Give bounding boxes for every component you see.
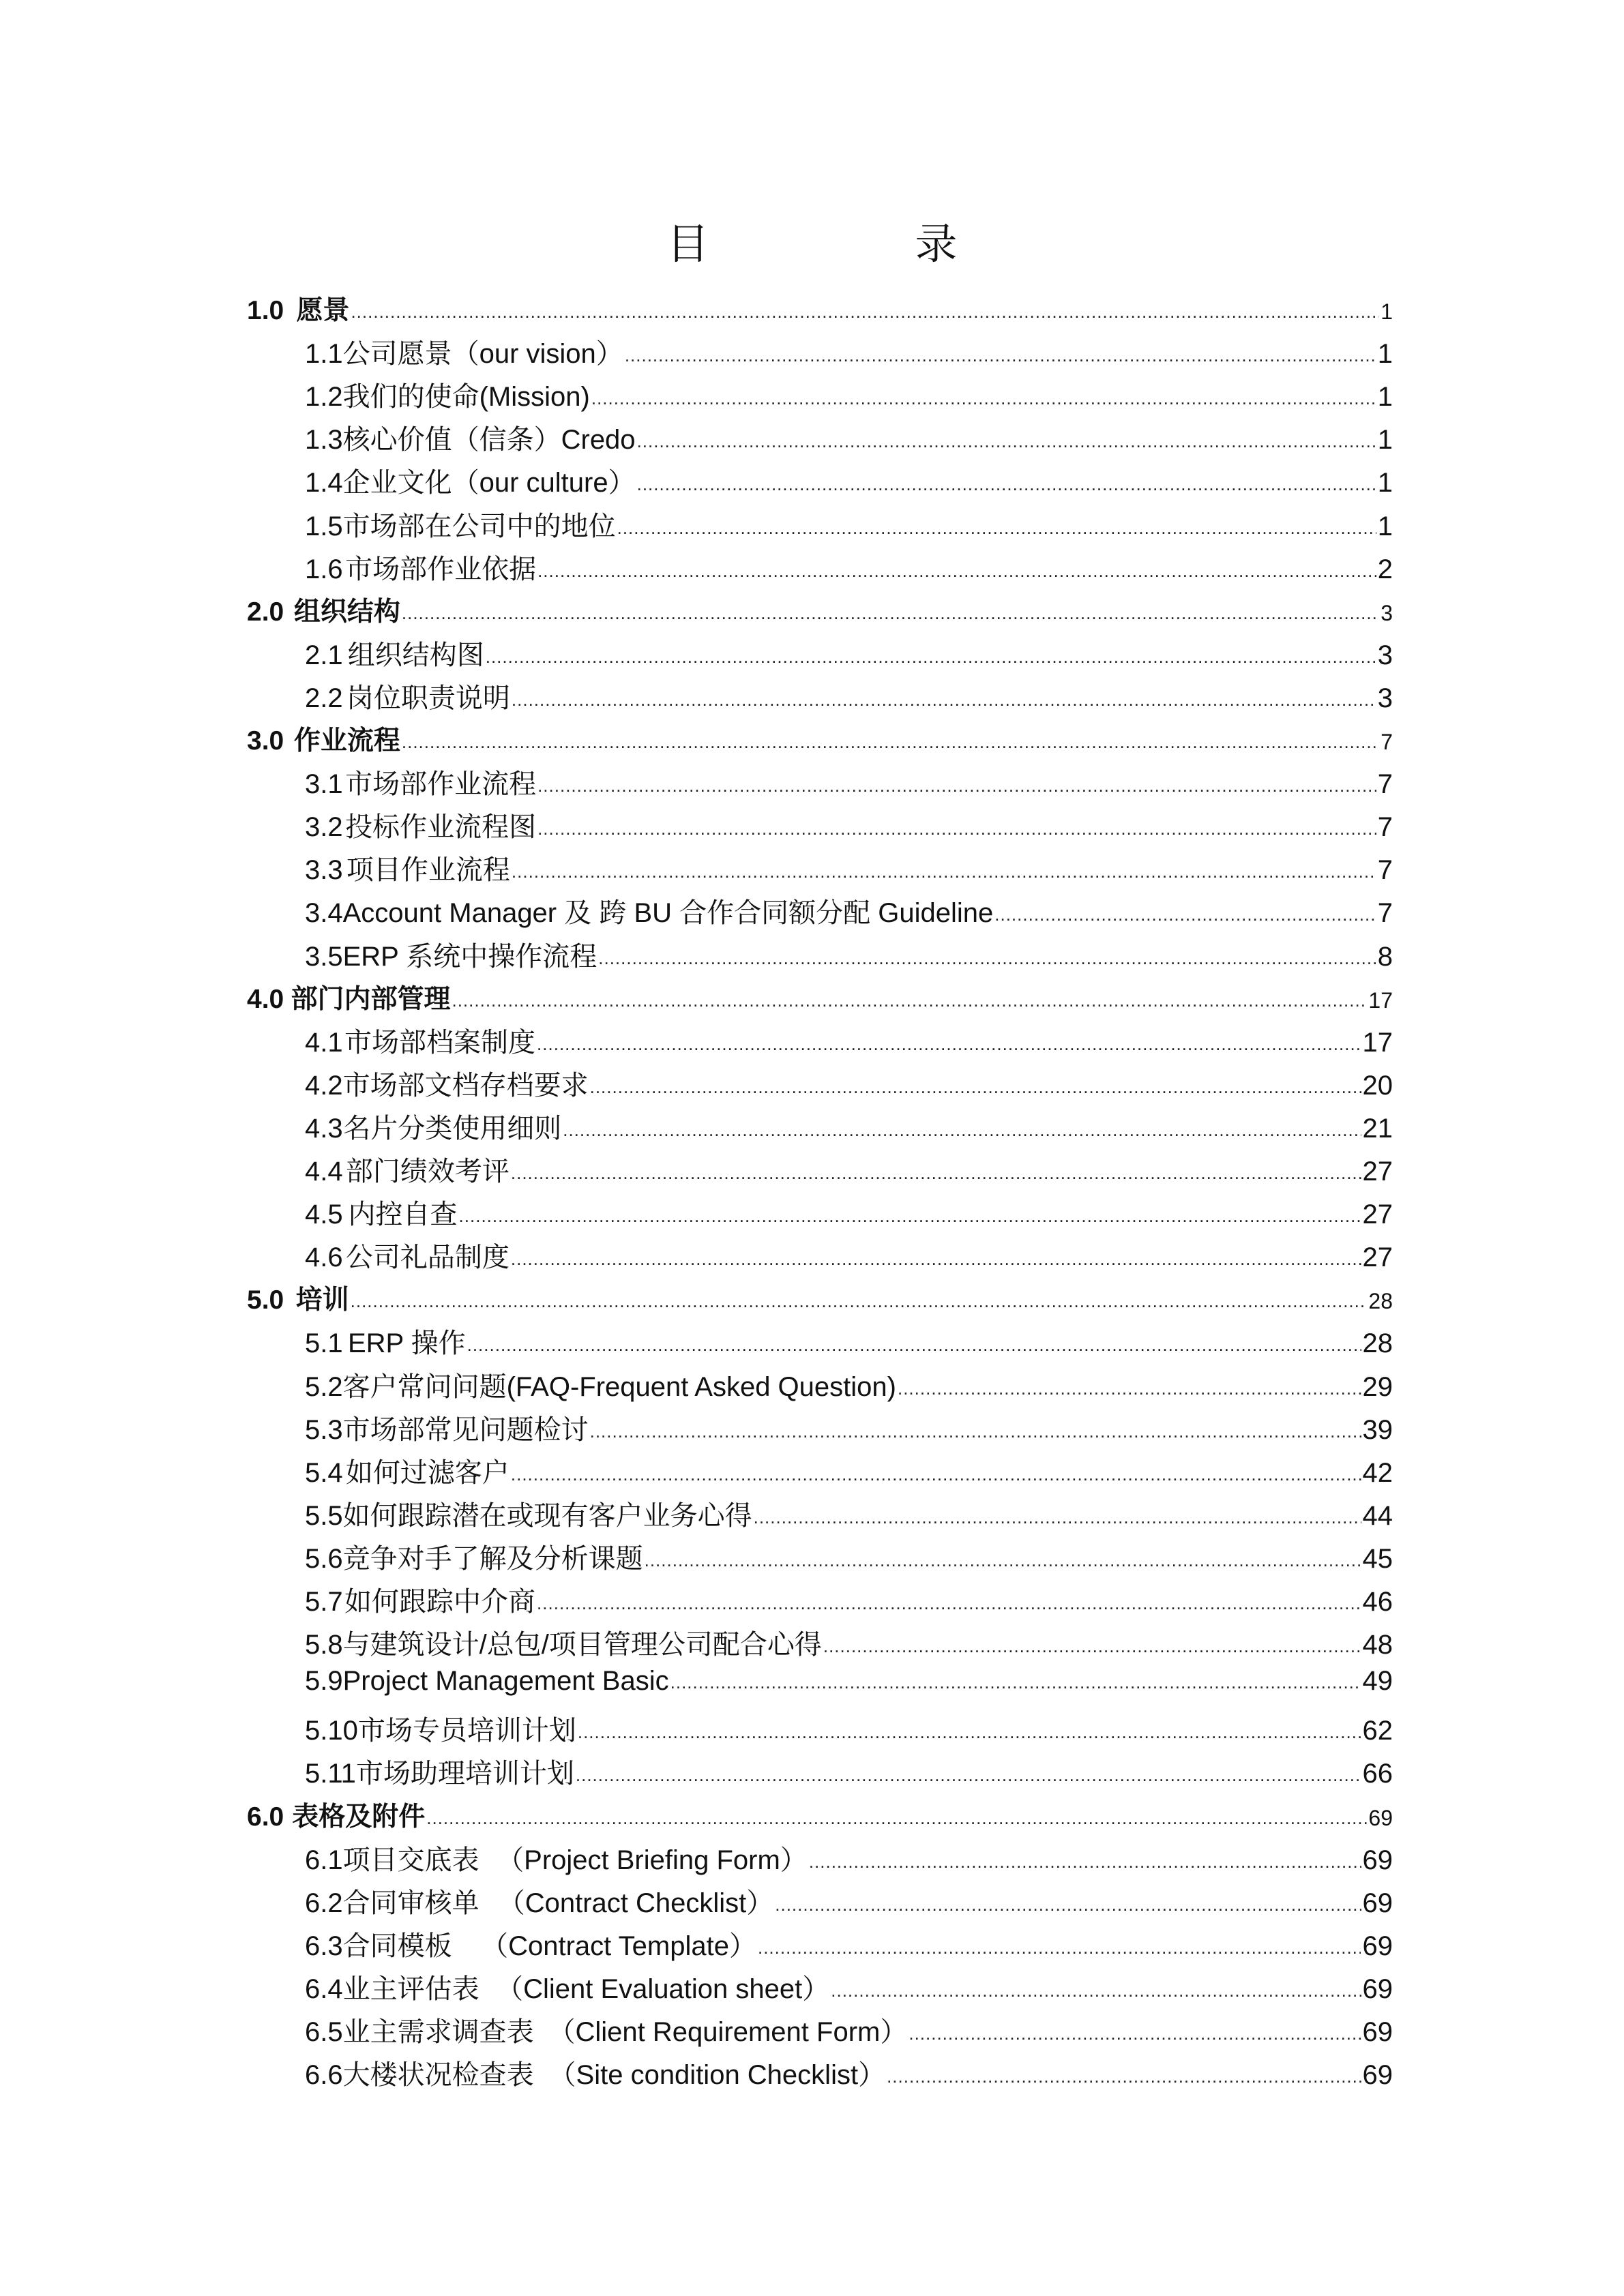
toc-entry-title: 企业文化（our culture）: [342, 468, 636, 498]
toc-page-number: 28: [1368, 1289, 1393, 1314]
toc-subsection-entry[interactable]: [305, 1666, 1393, 1697]
toc-dot-leader: [637, 423, 1376, 454]
toc-entry-title: 业主需求调查表: [342, 2017, 534, 2047]
toc-entry-number: 4.4: [305, 1157, 343, 1187]
toc-page-number: 1: [1377, 339, 1393, 370]
toc-entry-english-title: （Client Requirement Form）: [548, 2017, 908, 2047]
toc-subsection-entry[interactable]: [305, 1193, 1393, 1232]
toc-page-number: 7: [1381, 730, 1393, 754]
toc-entry-number: 5.2: [305, 1371, 343, 1402]
toc-dot-leader: [537, 1026, 1361, 1057]
toc-entry-title: 市场部常见问题检讨: [342, 1414, 589, 1445]
toc-page-number: 62: [1362, 1716, 1393, 1746]
toc-entry-title: 公司礼品制度: [345, 1242, 510, 1273]
toc-dot-leader: [576, 1757, 1361, 1788]
toc-entry-number: 2.2: [305, 683, 343, 713]
toc-entry-number: 5.9: [305, 1666, 343, 1697]
toc-dot-leader: [823, 1628, 1361, 1659]
toc-dot-leader: [511, 1155, 1361, 1186]
toc-entry-english-title: （Contract Checklist）: [497, 1888, 774, 1918]
toc-subsection-entry[interactable]: [305, 1580, 1393, 1619]
toc-dot-leader: [402, 596, 1379, 626]
toc-entry-title: 核心价值（信条）Credo: [342, 425, 636, 456]
toc-page-number: 7: [1377, 769, 1393, 800]
toc-entry-number: 5.4: [305, 1457, 343, 1488]
toc-subsection-entry[interactable]: [305, 891, 1393, 930]
toc-page-number: 45: [1362, 1543, 1393, 1574]
toc-dot-leader: [645, 1542, 1361, 1573]
toc-entry-number: 6.0: [247, 1802, 284, 1832]
toc-page-number: 27: [1362, 1242, 1393, 1273]
toc-entry-title: Account Manager 及 跨 BU 合作合同额分配 Guideline: [342, 898, 994, 929]
toc-entry-number: 5.11: [305, 1759, 356, 1789]
toc-page-number: 2: [1377, 554, 1393, 584]
toc-page-number: 69: [1362, 2017, 1393, 2047]
toc-subsection-entry[interactable]: [305, 1107, 1393, 1146]
toc-entry-title: 市场部文档存档要求: [342, 1070, 589, 1101]
toc-section-entry[interactable]: [247, 719, 1393, 758]
toc-subsection-entry[interactable]: [305, 633, 1393, 672]
toc-subsection-entry[interactable]: [305, 1322, 1393, 1360]
toc-entry-number: 6.4: [305, 1973, 343, 2004]
toc-page-number: 3: [1381, 600, 1393, 625]
toc-dot-leader: [426, 1801, 1367, 1831]
toc-page-number: 3: [1377, 640, 1393, 670]
toc-entry-title: 客户常问问题(FAQ-Frequent Asked Question): [342, 1371, 896, 1402]
toc-page-number: 1: [1377, 382, 1393, 413]
toc-entry-title: 作业流程: [293, 726, 400, 756]
toc-dot-leader: [898, 1371, 1361, 1401]
toc-page-number: 49: [1362, 1666, 1393, 1697]
toc-entry-number: 5.6: [305, 1543, 343, 1574]
toc-entry-title: Project Management Basic: [342, 1666, 669, 1697]
toc-dot-leader: [537, 811, 1376, 841]
toc-entry-number: 6.5: [305, 2017, 343, 2047]
toc-entry-title: 愿景: [296, 296, 350, 325]
toc-page-number: 39: [1362, 1414, 1393, 1445]
toc-dot-leader: [511, 1241, 1361, 1272]
toc-entry-number: 5.1: [305, 1328, 343, 1359]
toc-entry-title: 市场专员培训计划: [357, 1716, 576, 1746]
toc-dot-leader: [590, 1069, 1361, 1100]
toc-entry-number: 4.2: [305, 1070, 343, 1101]
toc-page-number: 69: [1362, 1845, 1393, 1875]
toc-dot-leader: [754, 1500, 1361, 1530]
toc-entry-number: 3.0: [247, 726, 284, 756]
toc-entry-title: 如何过滤客户: [345, 1457, 510, 1488]
toc-subsection-entry[interactable]: [305, 1236, 1393, 1274]
toc-subsection-entry[interactable]: [305, 762, 1393, 801]
toc-entry-title: 项目作业流程: [346, 855, 510, 886]
toc-entry-title: 合同模板: [342, 1930, 452, 1961]
toc-entry-number: 3.2: [305, 812, 343, 843]
toc-dot-leader: [578, 1714, 1361, 1745]
toc-entry-number: 1.5: [305, 511, 343, 541]
toc-entry-number: 4.5: [305, 1199, 343, 1230]
toc-entry-title: 项目交底表: [342, 1845, 479, 1875]
toc-entry-number: 6.1: [305, 1845, 343, 1875]
toc-entry-number: 6.6: [305, 2060, 343, 2091]
toc-dot-leader: [459, 1198, 1361, 1229]
toc-page-number: 69: [1362, 2060, 1393, 2091]
toc-subsection-entry[interactable]: [305, 848, 1393, 887]
toc-entry-number: 4.3: [305, 1113, 343, 1144]
toc-page-number: 7: [1377, 812, 1393, 843]
toc-entry-title: 名片分类使用细则: [343, 1113, 562, 1144]
toc-section-entry[interactable]: [247, 591, 1393, 629]
toc-dot-leader: [351, 1284, 1368, 1314]
toc-subsection-entry[interactable]: [305, 2053, 1393, 2092]
toc-entry-english-title: （Client Evaluation sheet）: [496, 1973, 830, 2004]
toc-entry-number: 1.2: [305, 382, 343, 413]
toc-entry-title: 合同审核单: [342, 1888, 479, 1918]
toc-page-number: 27: [1362, 1199, 1393, 1230]
toc-dot-leader: [775, 1887, 1361, 1918]
toc-entry-number: 1.6: [305, 554, 343, 584]
toc-entry-number: 6.2: [305, 1888, 343, 1918]
toc-entry-number: 4.0: [247, 984, 284, 1014]
toc-entry-number: 1.1: [305, 339, 343, 370]
toc-page-number: 44: [1362, 1500, 1393, 1531]
toc-page-number: 20: [1362, 1070, 1393, 1101]
toc-page-number: 8: [1377, 941, 1393, 972]
toc-dot-leader: [537, 768, 1376, 799]
toc-entry-title: 如何跟踪潜在或现有客户业务心得: [342, 1500, 752, 1531]
toc-dot-leader: [467, 1327, 1361, 1358]
toc-entry-title: 我们的使命(Mission): [342, 382, 590, 413]
toc-entry-title: 公司愿景（our vision）: [342, 339, 623, 370]
toc-subsection-entry[interactable]: [305, 1494, 1393, 1533]
toc-subsection-entry[interactable]: [305, 1623, 1393, 1662]
toc-entry-title: 组织结构图: [347, 640, 484, 670]
toc-page-number: 42: [1362, 1457, 1393, 1488]
toc-subsection-entry[interactable]: [305, 1064, 1393, 1103]
toc-page-number: 28: [1362, 1328, 1393, 1359]
toc-section-entry[interactable]: [247, 289, 1393, 327]
toc-section-entry[interactable]: [247, 1795, 1393, 1834]
toc-entry-number: 4.6: [305, 1242, 343, 1273]
toc-page-number: 17: [1368, 987, 1393, 1013]
toc-dot-leader: [670, 1665, 1361, 1695]
toc-dot-leader: [486, 639, 1376, 670]
toc-subsection-entry[interactable]: [305, 1752, 1393, 1791]
toc-entry-title: 市场部作业流程: [345, 769, 537, 800]
toc-page-number: 7: [1377, 855, 1393, 886]
toc-entry-title: 岗位职责说明: [346, 683, 510, 713]
toc-entry-title: 培训: [295, 1285, 349, 1315]
toc-entry-title: 业主评估表: [342, 1973, 479, 2004]
toc-dot-leader: [598, 940, 1376, 971]
toc-entry-number: 1.0: [247, 296, 284, 325]
toc-page-number: 7: [1377, 898, 1393, 929]
toc-page-number: 69: [1362, 1888, 1393, 1918]
toc-entry-number: 5.0: [247, 1285, 284, 1315]
toc-dot-leader: [563, 1112, 1361, 1143]
toc-dot-leader: [452, 983, 1367, 1013]
toc-entry-number: 3.4: [305, 898, 343, 929]
toc-entry-title: 投标作业流程图: [345, 812, 537, 843]
toc-entry-number: 5.10: [305, 1716, 358, 1746]
toc-subsection-entry[interactable]: [305, 1451, 1393, 1490]
toc-subsection-entry[interactable]: [305, 548, 1393, 586]
toc-dot-leader: [758, 1930, 1361, 1960]
toc-subsection-entry[interactable]: [305, 1838, 1393, 1877]
toc-entry-title: 市场部档案制度: [344, 1027, 536, 1058]
toc-entry-english-title: （Contract Template）: [481, 1930, 756, 1961]
toc-subsection-entry[interactable]: [305, 1881, 1393, 1920]
toc-entry-number: 3.1: [305, 769, 343, 800]
toc-entry-english-title: （Project Briefing Form）: [497, 1845, 808, 1875]
toc-entry-number: 5.5: [305, 1500, 343, 1531]
toc-entry-title: 市场部在公司中的地位: [342, 511, 616, 541]
toc-entry-title: 与建筑设计/总包/项目管理公司配合心得: [342, 1630, 822, 1660]
toc-subsection-entry[interactable]: [305, 1150, 1393, 1189]
toc-dot-leader: [537, 553, 1376, 584]
toc-entry-title: 如何跟踪中介商: [344, 1587, 536, 1617]
toc-page-number: 27: [1362, 1157, 1393, 1187]
toc-entry-title: 市场助理培训计划: [355, 1759, 574, 1789]
toc-entry-number: 5.7: [305, 1587, 343, 1617]
toc-dot-leader: [511, 1457, 1361, 1487]
toc-subsection-entry[interactable]: [305, 1967, 1393, 2006]
toc-entry-english-title: （Site condition Checklist）: [548, 2060, 886, 2091]
toc-subsection-entry[interactable]: [305, 1021, 1393, 1060]
toc-subsection-entry[interactable]: [305, 461, 1393, 500]
toc-entry-number: 1.3: [305, 425, 343, 456]
toc-subsection-entry[interactable]: [305, 332, 1393, 371]
toc-entry-number: 5.3: [305, 1414, 343, 1445]
toc-dot-leader: [617, 510, 1376, 541]
toc-dot-leader: [831, 1973, 1361, 2003]
toc-entry-title: 内控自查: [348, 1199, 458, 1230]
toc-page-number: 1: [1381, 299, 1393, 324]
toc-entry-number: 5.8: [305, 1630, 343, 1660]
toc-entry-number: 4.1: [305, 1027, 343, 1058]
toc-page-number: 21: [1362, 1113, 1393, 1144]
toc-subsection-entry[interactable]: [305, 2010, 1393, 2049]
toc-dot-leader: [351, 295, 1379, 325]
toc-page-number: 17: [1362, 1027, 1393, 1058]
page-title: 目 录: [666, 219, 1039, 269]
toc-entry-title: 市场部作业依据: [345, 554, 537, 584]
toc-subsection-entry[interactable]: [305, 1924, 1393, 1963]
toc-page-number: 46: [1362, 1587, 1393, 1617]
toc-dot-leader: [512, 682, 1376, 713]
toc-entry-number: 3.5: [305, 941, 343, 972]
toc-subsection-entry[interactable]: [305, 1408, 1393, 1447]
toc-dot-leader: [809, 1844, 1361, 1875]
toc-entry-number: 2.0: [247, 597, 284, 627]
toc-dot-leader: [402, 725, 1379, 755]
toc-subsection-entry[interactable]: [305, 375, 1393, 414]
toc-page-number: 1: [1377, 511, 1393, 541]
toc-page-number: 66: [1362, 1759, 1393, 1789]
toc-dot-leader: [887, 2059, 1361, 2089]
toc-section-entry[interactable]: [247, 978, 1393, 1016]
toc-subsection-entry[interactable]: [305, 935, 1393, 974]
toc-dot-leader: [637, 466, 1376, 497]
toc-entry-title: 部门内部管理: [291, 984, 451, 1014]
toc-entry-number: 2.1: [305, 640, 343, 670]
toc-entry-title: 部门绩效考评: [345, 1157, 510, 1187]
toc-page-number: 48: [1362, 1630, 1393, 1660]
toc-dot-leader: [625, 338, 1376, 368]
toc-entry-title: ERP 系统中操作流程: [342, 941, 597, 972]
toc-page-number: 69: [1362, 1930, 1393, 1961]
toc-subsection-entry[interactable]: [305, 1537, 1393, 1576]
toc-entry-number: 1.4: [305, 468, 343, 498]
toc-page-number: 29: [1362, 1371, 1393, 1402]
toc-dot-leader: [994, 897, 1376, 927]
toc-dot-leader: [909, 2016, 1361, 2046]
toc-entry-title: 大楼状况检查表: [342, 2060, 534, 2091]
toc-entry-number: 6.3: [305, 1930, 343, 1961]
toc-subsection-entry[interactable]: [305, 676, 1393, 715]
toc-page-number: 1: [1377, 468, 1393, 498]
toc-subsection-entry[interactable]: [305, 505, 1393, 543]
toc-section-entry[interactable]: [247, 1279, 1393, 1317]
toc-dot-leader: [591, 381, 1376, 411]
toc-subsection-entry[interactable]: [305, 1709, 1393, 1748]
toc-dot-leader: [537, 1585, 1361, 1616]
toc-subsection-entry[interactable]: [305, 418, 1393, 457]
toc-page-number: 69: [1368, 1805, 1393, 1830]
toc-page-number: 1: [1377, 425, 1393, 456]
toc-dot-leader: [512, 854, 1376, 884]
toc-page-number: 3: [1377, 683, 1393, 713]
toc-dot-leader: [590, 1414, 1361, 1444]
toc-entry-title: 表格及附件: [292, 1802, 426, 1832]
toc-subsection-entry[interactable]: [305, 1365, 1393, 1404]
toc-entry-title: 竞争对手了解及分析课题: [342, 1543, 643, 1574]
toc-entry-title: 组织结构: [293, 597, 400, 627]
toc-subsection-entry[interactable]: [305, 805, 1393, 844]
toc-entry-title: ERP 操作: [347, 1328, 466, 1359]
toc-page-number: 69: [1362, 1973, 1393, 2004]
toc-entry-number: 3.3: [305, 855, 343, 886]
